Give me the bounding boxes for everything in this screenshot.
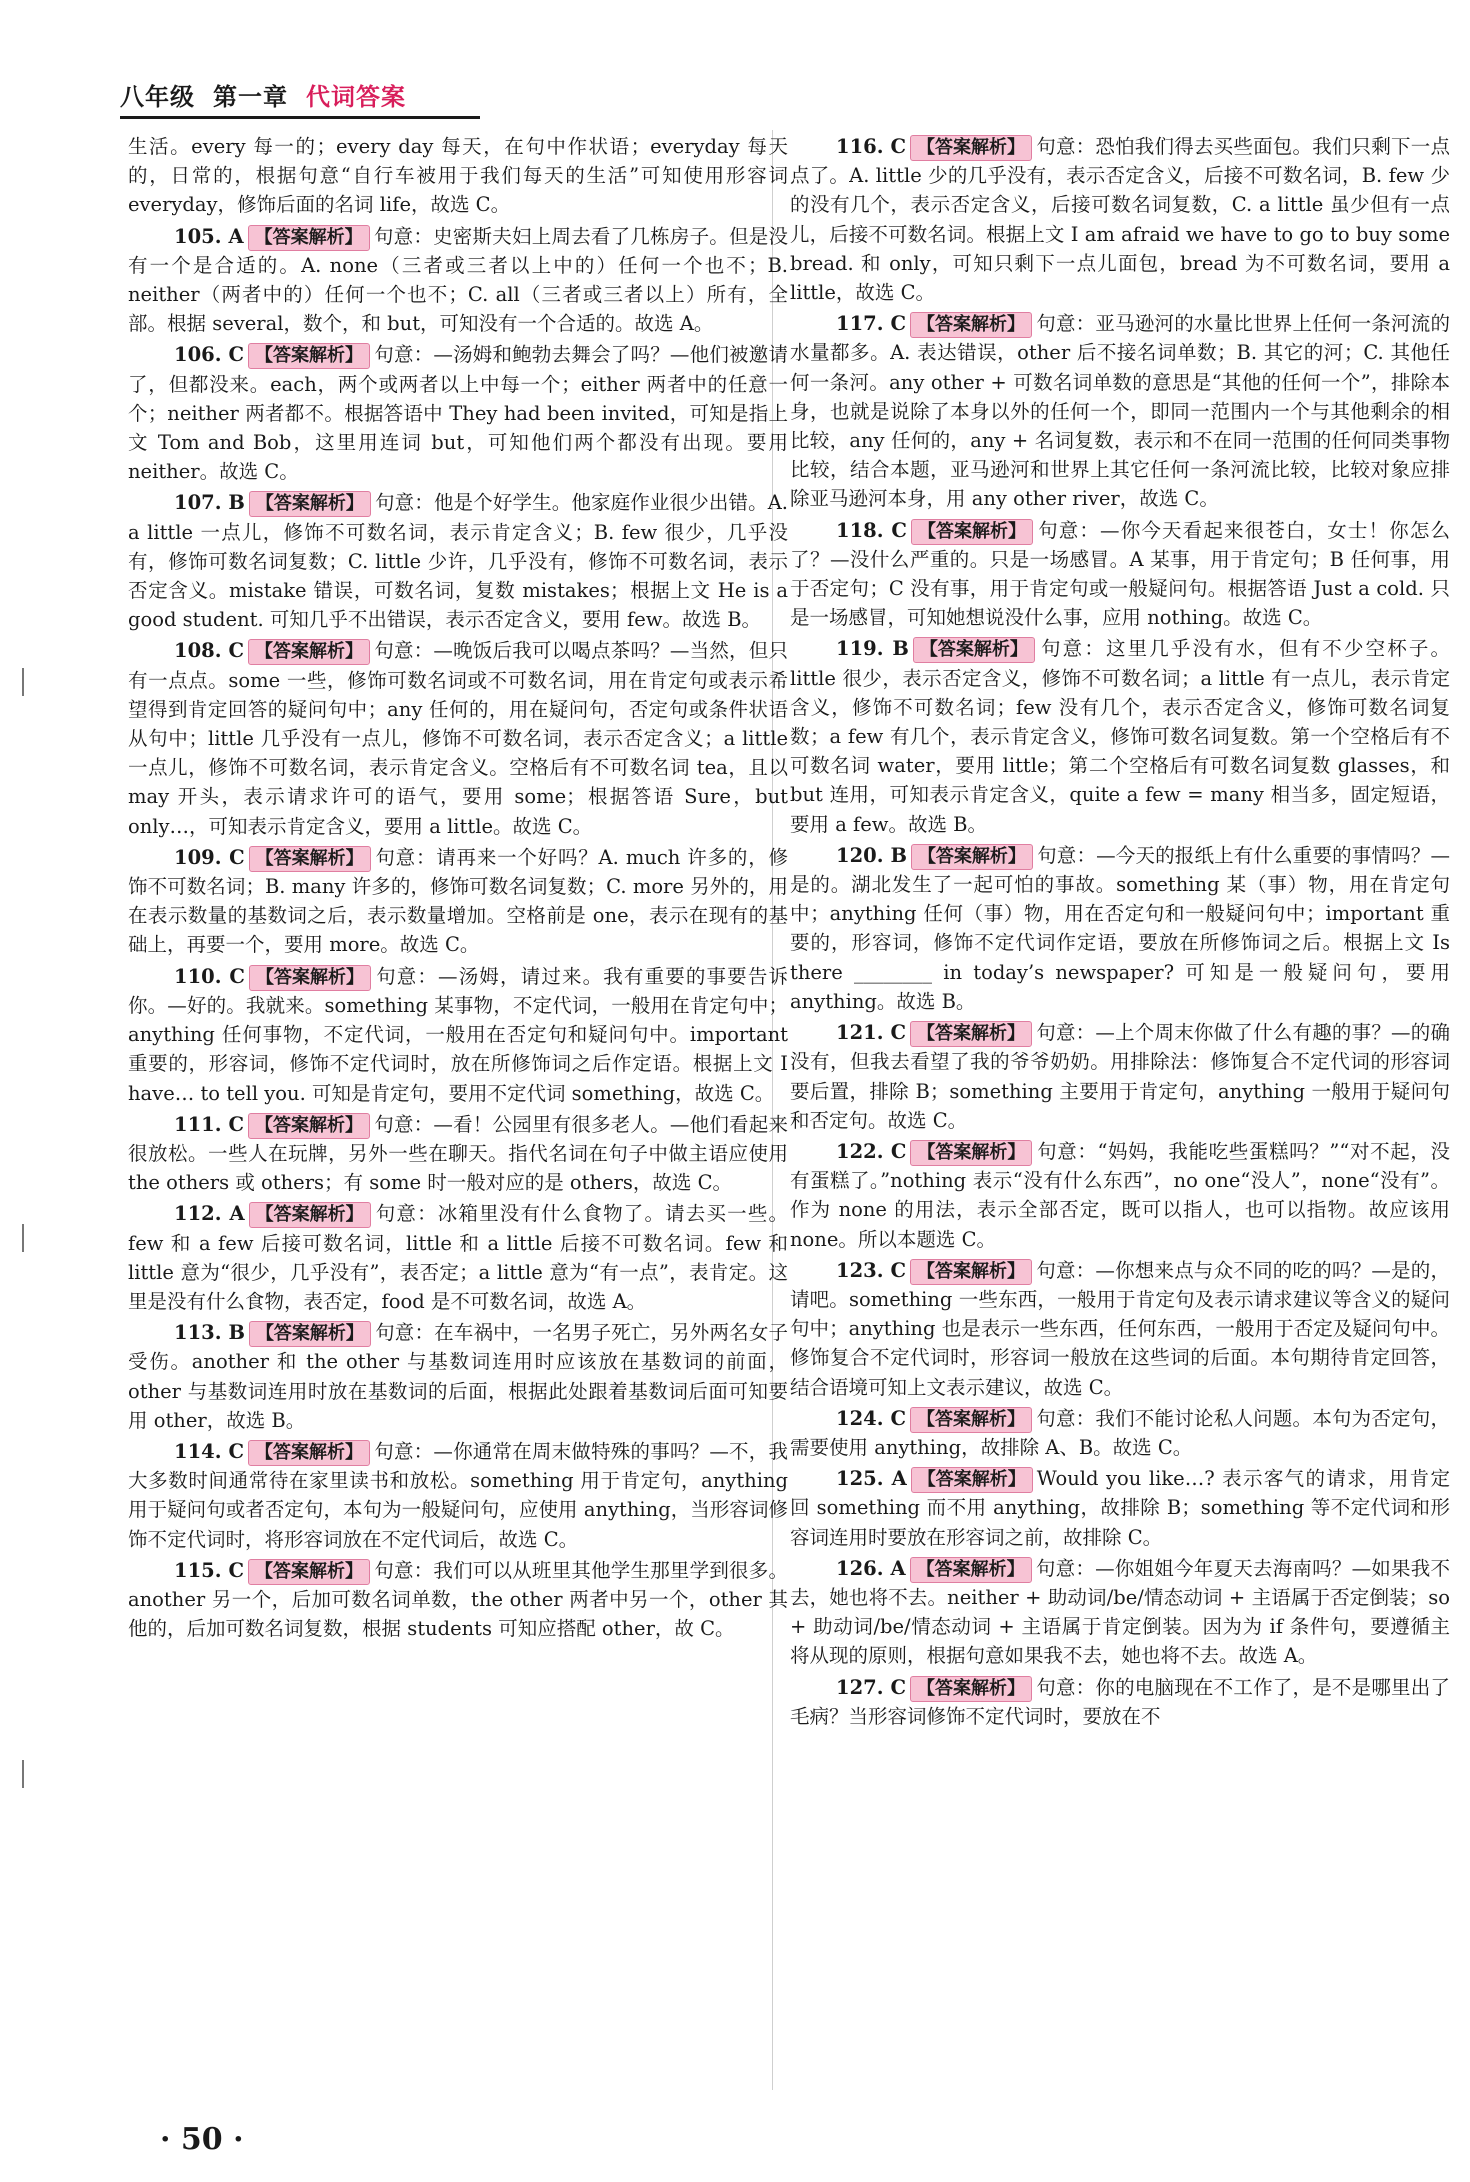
explanation-text: 句意：请再来一个好吗？A. much 许多的，修饰不可数名词；B. many 许多的，修饰可数名词复数；C. more 另外的，用在表示数量的基数词之后，表示数量增加。空格前是 one，表示在现有的基础上，再要一个，要用 more。故选 C。 xyxy=(128,845,788,957)
answer-analysis-tag: 【答案解析】 xyxy=(911,844,1033,870)
question-number: 121. C xyxy=(836,1021,907,1045)
explanation-text: 句意：冰箱里没有什么食物了。请去买一些。few 和 a few 后接可数名词，little 和 a little 后接不可数名词。few 和 little 意为“很少，几乎没有”，表否定；a little 意为“有一点”，表肯定。这里是没有什么食物，表否定，food 是不可数名词，故选 A。 xyxy=(128,1202,788,1313)
right-column xyxy=(790,132,1450,1733)
answer-item xyxy=(790,1673,1450,1731)
answer-item xyxy=(128,1318,788,1435)
answer-item xyxy=(790,1404,1450,1462)
explanation-text: 句意：—汤姆和鲍勃去舞会了吗？—他们被邀请了，但都没来。each，两个或两者以上中每一个；either 两者中的任意一个；neither 两者都不。根据答语中 They had been invited，可知是指上文 Tom and Bob，这里用连词 but，可知他们两个都没有出现。要用 neither。故选 C。 xyxy=(128,343,788,484)
answer-analysis-tag: 【答案解析】 xyxy=(913,637,1035,663)
question-number: 118. C xyxy=(836,518,907,542)
question-number: 122. C xyxy=(836,1139,907,1163)
answer-analysis-tag: 【答案解析】 xyxy=(911,519,1033,545)
answer-item xyxy=(128,222,788,339)
question-number: 125. A xyxy=(836,1467,907,1491)
explanation-text: 句意：我们可以从班里其他学生那里学到很多。another 另一个，后加可数名词单数，the other 两者中另一个，other 其他的，后加可数名词复数，根据 students 可知应搭配 other，故 C。 xyxy=(128,1558,788,1641)
answer-item xyxy=(790,1464,1450,1552)
question-number: 108. C xyxy=(174,639,245,663)
explanation-text: 句意：—你姐姐今年夏天去海南吗？—如果我不去，她也将不去。neither + 助动词/be/情态动词 + 主语属于否定倒装；so + 助动词/be/情态动词 + 主语属于肯定倒装。因为为 if 条件句，要遵循主将从现的原则，根据句意如果我不去，她也将不去。故选 A。 xyxy=(790,1556,1450,1668)
answer-item xyxy=(790,634,1450,838)
answer-item xyxy=(790,1018,1450,1135)
answer-analysis-tag: 【答案解析】 xyxy=(910,1676,1032,1702)
explanation-text: 句意：—你今天看起来很苍白，女士！你怎么了？—没什么严重的。只是一场感冒。A 某事，用于肯定句；B 任何事，用于否定句；C 没有事，用于肯定句或一般疑问句。根据答语 Just a cold. 只是一场感冒，可知她想说没什么事，应用 nothing。故选 C。 xyxy=(790,518,1450,630)
explanation-text: 句意：他是个好学生。他家庭作业很少出错。A. a little 一点儿，修饰不可数名词，表示肯定含义；B. few 很少，几乎没有，修饰可数名词复数；C. little 少许，几乎没有，修饰不可数名词，表示否定含义。mistake 错误，可数名词，复数 mistakes；根据上文 He is a good student. 可知几乎不出错误，表示否定含义，要用 few。故选 B。 xyxy=(128,491,789,632)
answer-item xyxy=(790,132,1450,307)
question-number: 106. C xyxy=(174,343,245,367)
answer-item xyxy=(128,340,788,486)
question-number: 117. C xyxy=(836,312,907,336)
explanation-text: 句意：—看！公园里有很多老人。—他们看起来很放松。一些人在玩牌，另外一些在聊天。指代名词在句子中做主语应使用 the others 或 others；有 some 时一般对应的是 others，故选 C。 xyxy=(128,1112,788,1195)
question-number: 123. C xyxy=(836,1258,907,1282)
explanation-text: 句意：—晚饭后我可以喝点茶吗？—当然，但只有一点点。some 一些，修饰可数名词或不可数名词，用在肯定句或表示希望得到肯定回答的疑问句中；any 任何的，用在疑问句，否定句或条件状语从句中；little 几乎没有一点儿，修饰不可数名词，表示否定含义；a little 一点儿，修饰不可数名词，表示肯定含义。空格后有不可数名词 tea，且以 may 开头，表示请求许可的语气，要用 some；根据答语 Sure，but only…，可知表示肯定含义，要用 a little。故选 C。 xyxy=(128,639,788,838)
question-number: 120. B xyxy=(836,843,907,867)
answer-item xyxy=(128,488,788,634)
answer-item xyxy=(790,841,1450,1016)
explanation-text: 句意：亚马逊河的水量比世界上任何一条河流的水量都多。A. 表达错误，other 后不接名词单数；B. 其它的河；C. 其他任何一条河。any other + 可数名词单数的意思是“其他的任何一个”，排除本身，也就是说除了本身以外的任何一个，即同一范围内一个与其他剩余的相比较，any 任何的，any + 名词复数，表示和不在同一范围的任何同类事物比较，结合本题，亚马逊河和世界上其它任何一条河流比较，比较对象应排除亚马逊河本身，用 any other river，故选 C。 xyxy=(790,312,1450,511)
answer-analysis-tag: 【答案解析】 xyxy=(248,225,370,251)
explanation-text: 句意：—上个周末你做了什么有趣的事？—的确没有，但我去看望了我的爷爷奶奶。用排除法：修饰复合不定代词的形容词要后置，排除 B；something 主要用于肯定句，anything 一般用于疑问句和否定句。故选 C。 xyxy=(790,1021,1450,1132)
question-number: 109. C xyxy=(174,845,245,869)
question-number: 127. C xyxy=(836,1675,907,1699)
explanation-text: 句意：我们不能讨论私人问题。本句为否定句，需要使用 anything，故排除 A、B。故选 C。 xyxy=(790,1406,1450,1459)
section-label: 代词答案 xyxy=(306,82,406,111)
answer-item xyxy=(790,1554,1450,1671)
page-header xyxy=(120,72,480,119)
explanation-text: 句意：“妈妈，我能吃些蛋糕吗？”“对不起，没有蛋糕了。”nothing 表示“没有什么东西”，no one“没人”，none“没有”。作为 none 的用法，表示全部否定，既可以指人，也可以指物。故应该用 none。所以本题选 C。 xyxy=(790,1139,1451,1251)
answer-analysis-tag: 【答案解析】 xyxy=(249,1321,371,1347)
answer-item xyxy=(128,962,788,1108)
explanation-text: 句意：—你想来点与众不同的吃的吗？—是的，请吧。something 一些东西，一般用于肯定句及表示请求建议等含义的疑问句中；anything 也是表示一些东西，任何东西，一般用于否定及疑问句中。修饰复合不定代词时，形容词一般放在这些词的后面。本句期待肯定回答，结合语境可知上文表示建议，故选 C。 xyxy=(790,1258,1450,1399)
grade-label: 八年级 xyxy=(120,82,195,111)
question-number: 111. C xyxy=(174,1112,245,1136)
answer-analysis-tag: 【答案解析】 xyxy=(248,1113,370,1139)
margin-mark xyxy=(22,668,24,696)
answer-item xyxy=(128,636,788,840)
continuation-text: 生活。every 每一的；every day 每天，在句中作状语；everyday 每天的，日常的，根据句意“自行车被用于我们每天的生活”可知使用形容词 everyday，修饰后面的名词 life，故选 C。 xyxy=(128,135,788,217)
question-number: 110. C xyxy=(174,964,245,988)
answer-item xyxy=(790,516,1450,633)
chapter-label: 第一章 xyxy=(213,82,288,111)
question-number: 116. C xyxy=(836,135,907,158)
answer-analysis-tag: 【答案解析】 xyxy=(248,343,370,369)
question-number: 107. B xyxy=(174,491,245,515)
left-column xyxy=(128,132,788,1645)
explanation-text: 句意：你的电脑现在不工作了，是不是哪里出了毛病？当形容词修饰不定代词时，要放在不 xyxy=(790,1675,1450,1728)
margin-mark xyxy=(22,1760,24,1788)
answer-analysis-tag: 【答案解析】 xyxy=(248,1559,370,1585)
question-number: 105. A xyxy=(174,224,244,248)
explanation-text: 句意：—你通常在周末做特殊的事吗？—不，我大多数时间通常待在家里读书和放松。something 用于肯定句，anything 用于疑问句或者否定句，本句为一般疑问句，应使用 anything，当形容词修饰不定代词时，将形容词放在不定代词后，故选 C。 xyxy=(128,1439,788,1551)
explanation-text: 句意：—今天的报纸上有什么重要的事情吗？—是的。湖北发生了一起可怕的事故。something 某（事）物，用在肯定句中；anything 任何（事）物，用在否定句和一般疑问句中；important 重要的，形容词，修饰不定代词作定语，要放在所修饰词之后。根据上文 Is there ________ in today’s newspaper? 可知是一般疑问句，要用 anything。故选 B。 xyxy=(790,843,1450,1013)
explanation-text: 句意：—汤姆，请过来。我有重要的事要告诉你。—好的。我就来。something 某事物，不定代词，一般用在肯定句中；anything 任何事物，不定代词，一般用在否定句和疑问句中。important 重要的，形容词，修饰不定代词时，放在所修饰词之后作定语。根据上文 I have… to tell you. 可知是肯定句，要用不定代词 something，故选 C。 xyxy=(128,964,788,1105)
explanation-text: 句意：恐怕我们得去买些面包。我们只剩下一点点了。A. little 少的几乎没有，表示否定含义，后接不可数名词，B. few 少的没有几个，表示否定含义，后接可数名词复数，C. a little 虽少但有一点儿，后接不可数名词。根据上文 I am afraid we have to go to buy some bread. 和 only，可知只剩下一点儿面包，bread 为不可数名词，要用 a little，故选 C。 xyxy=(790,135,1450,305)
answer-analysis-tag: 【答案解析】 xyxy=(911,1467,1033,1493)
answer-analysis-tag: 【答案解析】 xyxy=(248,1440,370,1466)
answer-item xyxy=(128,1199,788,1316)
answer-item xyxy=(128,843,788,960)
answer-item xyxy=(128,1110,788,1198)
question-number: 114. C xyxy=(174,1439,245,1463)
right-answer-list xyxy=(790,132,1450,1731)
answer-item xyxy=(128,1437,788,1554)
margin-mark xyxy=(22,1224,24,1252)
answer-analysis-tag: 【答案解析】 xyxy=(910,135,1032,161)
explanation-text: 句意：在车祸中，一名男子死亡，另外两名女子受伤。another 和 the other 与基数词连用时应该放在基数词的前面，other 与基数词连用时放在基数词的后面，根据此处跟着基数词后面可知要用 other，故选 B。 xyxy=(128,1321,788,1432)
explanation-text: Would you like…? 表示客气的请求，用肯定回 something 而不用 anything，故排除 B；something 等不定代词和形容词连用时要放在形容词之前，故排除 C。 xyxy=(790,1467,1450,1549)
answer-analysis-tag: 【答案解析】 xyxy=(249,846,371,872)
answer-analysis-tag: 【答案解析】 xyxy=(910,1140,1032,1166)
question-number: 115. C xyxy=(174,1558,245,1582)
answer-item xyxy=(790,1256,1450,1402)
answer-item xyxy=(790,309,1450,513)
answer-analysis-tag: 【答案解析】 xyxy=(249,491,371,517)
answer-analysis-tag: 【答案解析】 xyxy=(249,965,371,991)
answer-analysis-tag: 【答案解析】 xyxy=(248,639,370,665)
answer-analysis-tag: 【答案解析】 xyxy=(249,1202,371,1228)
left-answer-list xyxy=(128,222,788,1644)
answer-item xyxy=(790,1137,1450,1254)
answer-analysis-tag: 【答案解析】 xyxy=(910,1021,1032,1047)
explanation-text: 句意：这里几乎没有水，但有不少空杯子。little 很少，表示否定含义，修饰不可数名词；a little 有一点儿，表示肯定含义，修饰不可数名词；few 没有几个，表示否定含义，修饰可数名词复数；a few 有几个，表示肯定含义，修饰可数名词复数。第一个空格后有不可数名词 water，要用 little；第二个空格后有可数名词复数 glasses，和 but 连用，可知表示肯定含义，quite a few = many 相当多，固定短语，要用 a few。故选 B。 xyxy=(790,637,1450,836)
answer-analysis-tag: 【答案解析】 xyxy=(910,1407,1032,1433)
answer-analysis-tag: 【答案解析】 xyxy=(910,1259,1032,1285)
answer-item xyxy=(128,1556,788,1644)
question-number: 124. C xyxy=(836,1406,907,1430)
answer-analysis-tag: 【答案解析】 xyxy=(910,312,1032,338)
answer-analysis-tag: 【答案解析】 xyxy=(910,1557,1032,1583)
explanation-text: 句意：史密斯夫妇上周去看了几栋房子。但是没有一个是合适的。A. none（三者或三者以上中的）任何一个也不；B. neither（两者中的）任何一个也不；C. all（三者或三者以上）所有，全部。根据 several，数个，和 but，可知没有一个合适的。故选 A。 xyxy=(128,224,788,336)
question-number: 113. B xyxy=(174,1321,245,1345)
question-number: 112. A xyxy=(174,1202,245,1226)
question-number: 119. B xyxy=(836,637,909,661)
page-number: · 50 · xyxy=(160,2122,244,2157)
question-number: 126. A xyxy=(836,1556,906,1580)
